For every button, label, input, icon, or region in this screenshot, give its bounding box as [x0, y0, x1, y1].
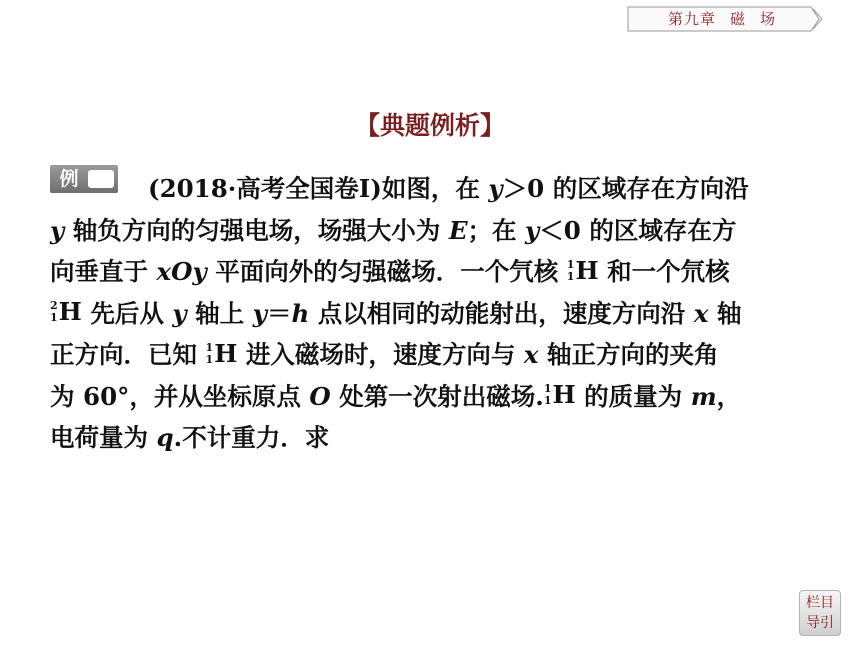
chapter-name-char-2: 场 [760, 10, 777, 28]
problem-line-5: 正方向．已知 1 1 H 进入磁场时，速度方向与 x 轴正方向的夹角 [50, 334, 820, 376]
problem-line-6: 为 60°，并从坐标原点 O 处第一次射出磁场. 1 1 H 的质量为 m， [50, 376, 820, 418]
chapter-tab [627, 6, 823, 32]
problem-line-3: 向垂直于 xOy 平面向外的匀强磁场．一个氕核 1 1 H 和一个氘核 [50, 251, 820, 293]
problem-line-4: 2 1 H 先后从 y 轴上 y＝h 点以相同的动能射出，速度方向沿 x 轴 [50, 293, 820, 335]
protium-symbol-2: 1 1 H [205, 338, 238, 368]
problem-text [50, 168, 820, 459]
deuterium-symbol: 2 1 H [50, 297, 82, 327]
nav-button-label-1: 栏目 [806, 595, 834, 611]
protium-symbol: 1 1 H [566, 255, 599, 285]
chapter-number: 第九章 [667, 10, 716, 28]
example-badge-label: 例 [59, 168, 79, 190]
problem-line-7: 电荷量为 q.不计重力．求 [50, 423, 330, 452]
chapter-title [627, 6, 817, 32]
chapter-name-char-1: 磁 [729, 10, 746, 28]
problem-line-2: y 轴负方向的匀强电场，场强大小为 E；在 y＜0 的区域存在方 [50, 215, 737, 245]
problem-line-1: (2018·高考全国卷Ⅰ)如图，在 y＞0 的区域存在方向沿 [148, 174, 749, 203]
section-nav-button[interactable] [799, 590, 841, 636]
protium-symbol-3: 1 1 H [543, 380, 576, 410]
section-title: 【典题例析】 [354, 111, 505, 140]
nav-button-label-2: 导引 [806, 615, 834, 631]
